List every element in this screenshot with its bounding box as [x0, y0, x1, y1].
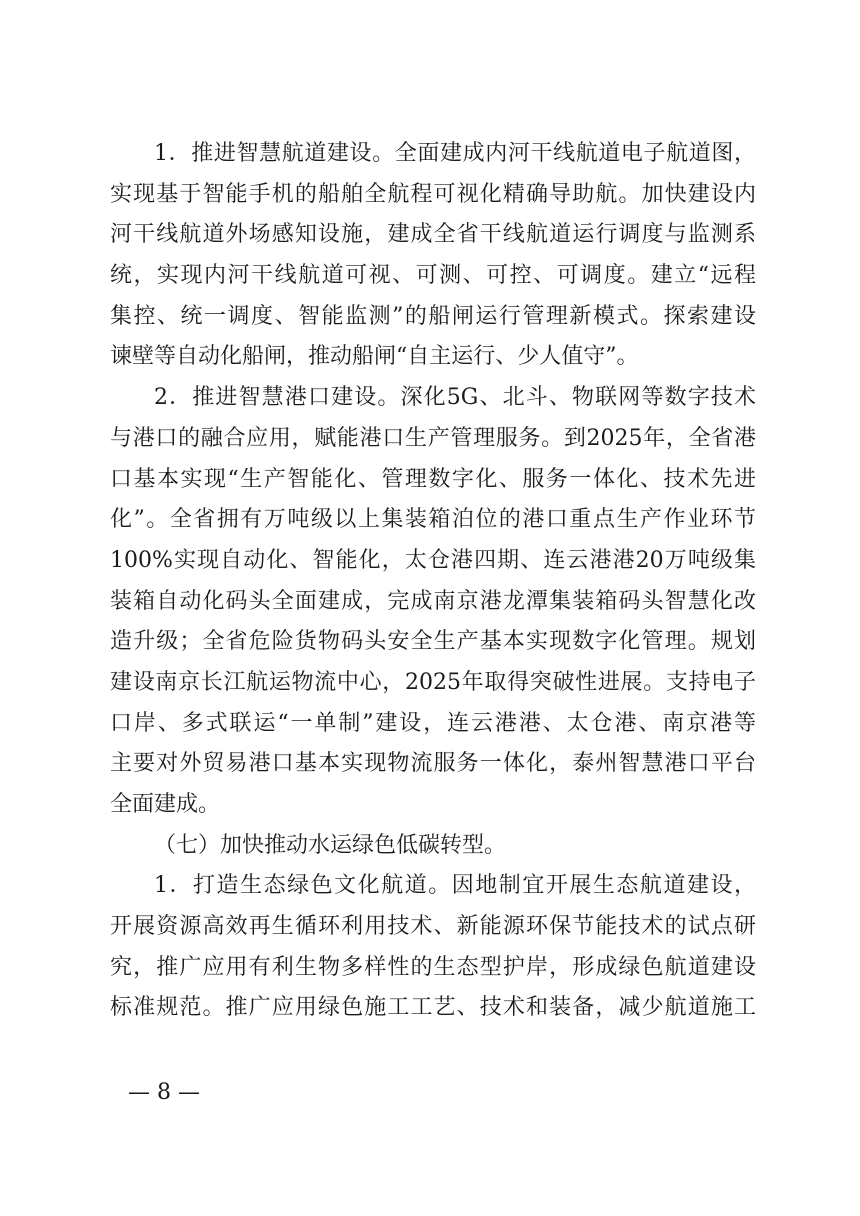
paragraph: [110, 826, 756, 867]
text-line: 100%实现自动化、智能化，太仓港四期、连云港港20万吨级集: [110, 547, 756, 573]
text-line: 标准规范。推广应用绿色施工工艺、技术和装备，减少航道施工: [110, 995, 756, 1021]
paragraph: [110, 378, 756, 826]
text-line: 开展资源高效再生循环利用技术、新能源环保节能技术的试点研: [110, 914, 756, 940]
text-line: 集控、统一调度、智能监测”的船闸运行管理新模式。探索建设: [110, 303, 756, 329]
text-line: 2．推进智慧港口建设。深化5G、北斗、物联网等数字技术: [154, 385, 756, 411]
text-line: 实现基于智能手机的船舶全航程可视化精确导助航。加快建设内: [110, 181, 756, 207]
document-body: [110, 134, 756, 1029]
text-line: 主要对外贸易港口基本实现物流服务一体化，泰州智慧港口平台: [110, 751, 756, 777]
text-line: 1．推进智慧航道建设。全面建成内河干线航道电子航道图，: [154, 141, 756, 166]
paragraph: [110, 134, 756, 378]
text-line: 统，实现内河干线航道可视、可测、可控、可调度。建立“远程: [110, 263, 756, 289]
text-line: 究，推广应用有利生物多样性的生态型护岸，形成绿色航道建设: [110, 954, 756, 980]
text-line: （七）加快推动水运绿色低碳转型。: [154, 832, 507, 858]
text-line: 造升级；全省危险货物码头安全生产基本实现数字化管理。规划: [110, 629, 756, 655]
text-line: 口岸、多式联运“一单制”建设，连云港港、太仓港、南京港等: [110, 710, 756, 736]
page-number: — 8 —: [128, 1080, 200, 1105]
paragraph: [110, 866, 756, 1029]
text-line: 装箱自动化码头全面建成，完成南京港龙潭集装箱码头智慧化改: [110, 588, 756, 614]
text-line: 化”。全省拥有万吨级以上集装箱泊位的港口重点生产作业环节: [110, 507, 756, 533]
text-line: 谏壁等自动化船闸，推动船闸“自主运行、少人值守”。: [110, 344, 639, 370]
text-line: 河干线航道外场感知设施，建成全省干线航道运行调度与监测系: [110, 222, 756, 248]
text-line: 全面建成。: [110, 792, 221, 817]
text-line: 建设南京长江航运物流中心，2025年取得突破性进展。支持电子: [110, 669, 756, 695]
text-line: 口基本实现“生产智能化、管理数字化、服务一体化、技术先进: [110, 466, 756, 492]
text-line: 与港口的融合应用，赋能港口生产管理服务。到2025年，全省港: [110, 425, 756, 451]
text-line: 1．打造生态绿色文化航道。因地制宜开展生态航道建设，: [154, 873, 756, 899]
